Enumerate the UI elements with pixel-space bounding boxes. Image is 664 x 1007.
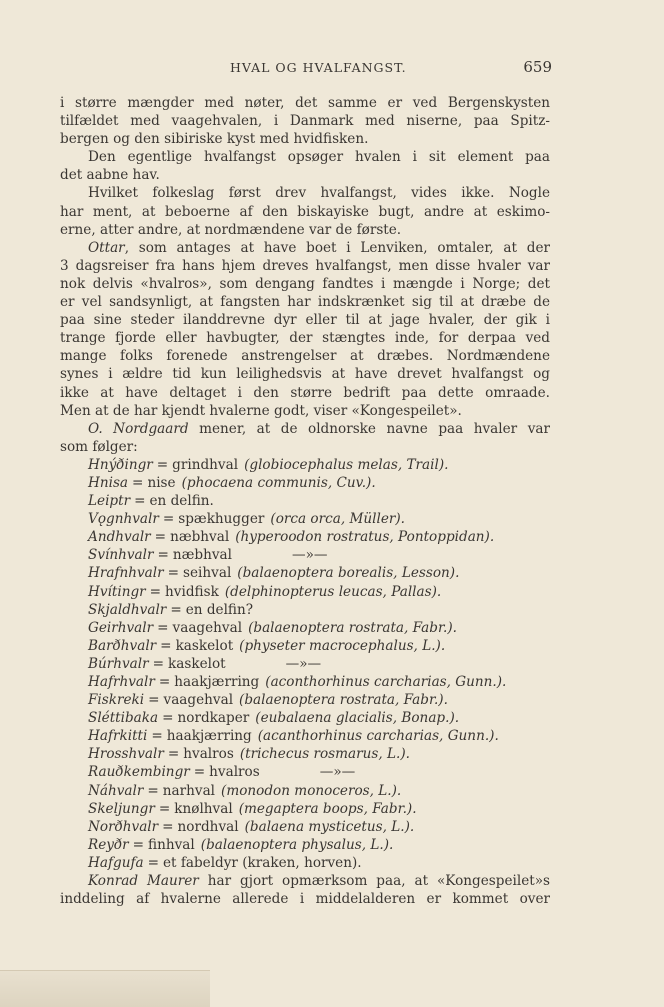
text-line-content: Ottar, som antages at have boet i Lenviken, omtaler, at der [88,239,550,256]
norwegian-name: spækhugger [178,511,265,528]
text-line [60,872,550,890]
old-norse-term: Búrhvalr [88,655,149,672]
latin-name: (balaenoptera rostrata, Fabr.). [248,619,457,636]
old-norse-term: Hvítingr [88,583,146,600]
text-line [60,166,550,184]
whale-name-entry [88,836,550,854]
whale-name-entry [88,601,550,619]
old-norse-term: Sléttibaka [88,710,159,727]
text-line-content: ikke at have deltaget i den større bedrift paa dette omraade. [60,384,550,401]
page-number: 659 [523,58,552,76]
text-line-content: Men at de har kjendt hvalerne godt, viser «Kongespeilet». [60,402,462,419]
latin-name: (balaenoptera physalus, L.). [200,836,394,853]
old-norse-term: Skjaldhvalr [88,601,167,618]
old-norse-term: Norðhvalr [88,818,159,835]
equals-sign: = [148,692,160,709]
old-norse-term: Vǫgnhvalr [88,511,159,528]
text-line [60,203,550,221]
whale-name-entry [88,854,550,872]
text-line-content: nok delvis «hvalros», som dengang fandtes i mængde i Norge; det [60,275,550,292]
text-line [60,365,550,383]
equals-sign: = [160,637,172,654]
norwegian-name: kaskelot [175,637,234,654]
latin-name: (physeter macrocephalus, L.). [239,637,446,654]
norwegian-name: kaskelot [168,655,226,672]
equals-sign: = [158,800,171,817]
equals-sign: = [162,710,174,727]
norwegian-name: seihval [183,565,232,582]
text-line-content: trange fjorde eller havbugter, der stængtes inde, for derpaa ved [60,330,550,347]
text-line [60,148,550,166]
old-norse-term: Hnisa [88,474,129,491]
text-line-content: i større mængder med nøter, det samme er ved Bergenskysten [60,95,550,111]
text-line [60,311,550,329]
old-norse-term: Hrafnhvalr [88,565,164,582]
whale-name-entry [88,583,550,601]
old-norse-term: Reyðr [88,836,129,853]
equals-sign: = [132,474,144,491]
norwegian-name: grindhval [172,456,239,473]
latin-name: (acanthorhinus carcharias, Gunn.). [257,728,499,745]
equals-sign: = [147,782,159,799]
old-norse-term: Geirhvalr [88,619,154,636]
norwegian-name: knølhval [174,800,233,817]
text-line-content: bergen og den sibiriske kyst med hvidfisken. [60,131,369,148]
latin-name: (balaenoptera rostrata, Fabr.). [239,692,448,709]
equals-sign: = [167,746,180,763]
whale-name-entry [88,510,550,528]
whale-name-list [88,456,550,872]
latin-name: (trichecus rosmarus, L.). [239,746,410,763]
latin-name: (monodon monoceros, L.). [221,782,402,799]
text-line [60,329,550,347]
old-norse-term: Hafrkitti [88,728,148,745]
old-norse-term: Andhvalr [88,529,151,546]
norwegian-name: vaagehval [172,619,243,636]
text-line [60,130,550,148]
norwegian-name: næbhval [172,547,232,564]
latin-name: —»— [319,764,356,781]
equals-sign: = [151,728,163,745]
text-line [60,221,550,239]
text-line-content: Konrad Maurer har gjort opmærksom paa, at «Kongespeilet»s [88,873,550,890]
whale-name-entry [88,800,550,818]
text-line-content: Den egentlige hvalfangst opsøger hvalen i sit element paa [88,149,550,166]
latin-name: (balaena mysticetus, L.). [244,818,415,835]
text-line [60,293,550,311]
norwegian-name: nise [147,474,176,491]
text-line [60,420,550,438]
norwegian-name: haakjærring [174,674,260,690]
text-line-content: inddeling af hvalerne allerede i middelalderen er kommet over [60,891,550,908]
equals-sign: = [156,456,169,473]
text-line-content: det aabne hav. [60,167,160,184]
equals-sign: = [154,529,167,546]
whale-name-entry [88,763,550,781]
text-line-content: erne, atter andre, at nordmændene var de første. [60,221,402,238]
page-edge-shadow [0,970,210,1007]
text-line [60,347,550,365]
latin-name: —»— [292,547,328,564]
page-header [60,60,550,80]
whale-name-entry [88,673,550,691]
old-norse-term: Rauðkembingr [88,764,190,781]
whale-name-entry [88,745,550,763]
equals-sign: = [132,836,145,853]
text-line [60,402,550,420]
text-line [60,239,550,257]
text-line-content: Hvilket folkeslag først drev hvalfangst, vides ikke. Nogle [88,185,550,202]
closing-paragraph [60,872,550,908]
old-norse-term: Hrosshvalr [88,746,164,763]
old-norse-term: Barðhvalr [88,637,157,654]
whale-name-entry [88,655,550,673]
text-line-content: paa sine steder ilanddrevne dyr eller til at jage hvaler, der gik i [60,312,550,329]
text-line-content: mange folks forenede anstrengelser at dræbes. Nordmændene [60,348,550,365]
text-line [60,275,550,293]
text-line-content: har ment, at beboerne af den biskayiske bugt, andre at eskimo- [60,203,550,220]
old-norse-term: Hafrhvalr [88,674,155,690]
equals-sign: = [170,601,182,618]
norwegian-name: hvalros [183,746,234,763]
norwegian-name: hvalros [209,764,260,781]
text-line [60,94,550,112]
whale-name-entry [88,564,550,582]
equals-sign: = [167,565,180,582]
whale-name-entry [88,727,550,745]
text-line-content: er vel sandsynligt, at fangsten har indskrænket sig til at dræbe de [60,294,550,311]
equals-sign: = [157,619,169,636]
latin-name: (balaenoptera borealis, Lesson). [237,565,460,582]
latin-name: (aconthorhinus carcharias, Gunn.). [265,674,507,690]
latin-name: (globiocephalus melas, Trail). [244,456,449,473]
norwegian-name: haakjærring [166,728,252,745]
norwegian-name: finhval [148,836,195,853]
norwegian-name: hvidfisk [165,583,219,600]
equals-sign: = [162,511,175,528]
equals-sign: = [149,583,162,600]
latin-name: (megaptera boops, Fabr.). [238,800,417,817]
old-norse-term: Hnýðingr [88,456,153,473]
old-norse-term: Leiptr [88,493,131,510]
text-line-content: tilfældet med vaagehvalen, i Danmark med niserne, paa Spitz- [60,113,550,130]
whale-name-entry [88,818,550,836]
text-line [60,184,550,202]
old-norse-term: Fiskreki [88,692,145,709]
latin-name: (hyperoodon rostratus, Pontoppidan). [235,529,495,546]
text-line [60,112,550,130]
whale-name-entry [88,456,550,474]
equals-sign: = [158,674,171,690]
text-line [60,890,550,908]
whale-name-entry [88,782,550,800]
page-body [60,94,550,908]
old-norse-term: Skeljungr [88,800,155,817]
latin-name: (eubalaena glacialis, Bonap.). [255,710,460,727]
norwegian-name: næbhval [170,529,230,546]
running-title: HVAL OG HVALFANGST. [230,60,407,75]
text-line-content: O. Nordgaard mener, at de oldnorske navne paa hvaler var [88,420,550,437]
text-line-content: som følger: [60,438,138,455]
whale-name-entry [88,691,550,709]
latin-name: (phocaena communis, Cuv.). [181,474,376,491]
norwegian-name: narhval [162,782,216,799]
equals-sign: = [157,547,169,564]
norwegian-name: en delfin. [149,493,214,510]
whale-name-entry [88,474,550,492]
text-line-content: 3 dagsreiser fra hans hjem dreves hvalfangst, men disse hvaler var [60,257,550,274]
text-line-content: synes i ældre tid kun leilighedsvis at have drevet hvalfangst og [60,366,550,383]
norwegian-name: nordhval [177,818,239,835]
whale-name-entry [88,619,550,637]
whale-name-entry [88,528,550,546]
old-norse-term: Náhvalr [88,782,144,799]
paragraphs [60,94,550,456]
equals-sign: = [193,764,206,781]
latin-name: (delphinopterus leucas, Pallas). [224,583,442,600]
equals-sign: = [134,493,146,510]
equals-sign: = [147,854,159,871]
norwegian-name: et fabeldyr (kraken, horven). [162,854,362,871]
norwegian-name: en delfin? [185,601,254,618]
old-norse-term: Hafgufa [88,854,144,871]
whale-name-entry [88,546,550,564]
latin-name: (orca orca, Müller). [270,511,405,528]
text-line [60,438,550,456]
old-norse-term: Svínhvalr [88,547,154,564]
text-line [60,257,550,275]
text-line [60,384,550,402]
norwegian-name: vaagehval [163,692,234,709]
equals-sign: = [152,655,165,672]
whale-name-entry [88,709,550,727]
norwegian-name: nordkaper [177,710,250,727]
equals-sign: = [162,818,174,835]
whale-name-entry [88,492,550,510]
whale-name-entry [88,637,550,655]
latin-name: —»— [285,655,322,672]
